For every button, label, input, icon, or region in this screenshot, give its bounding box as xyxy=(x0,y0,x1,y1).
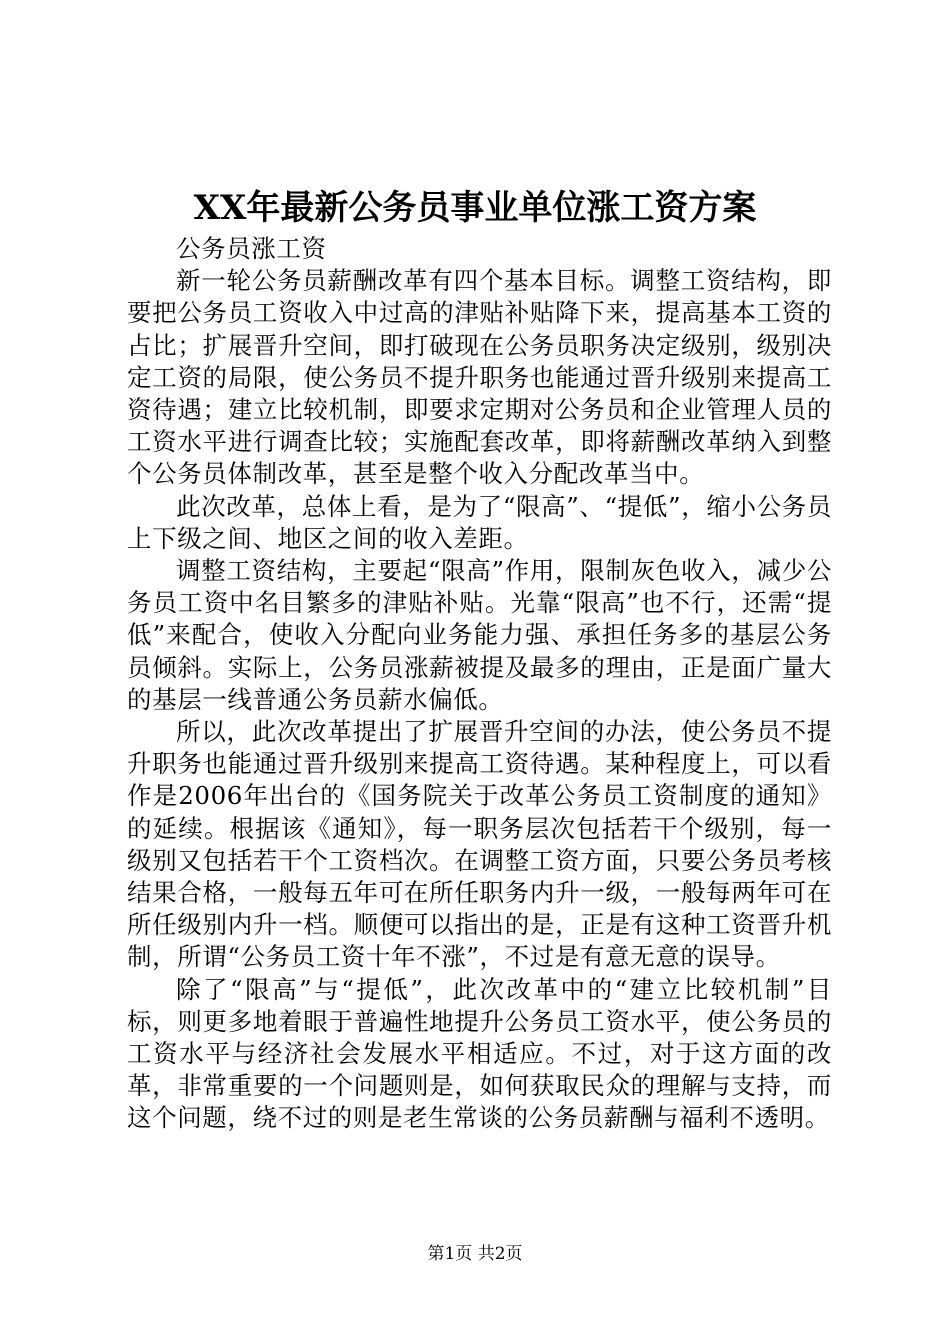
paragraph-5: 除了“限高”与“提低”，此次改革中的“建立比较机制”目标，则更多地着眼于普遍性地提升公务员工资水平，使公务员的工资水平与经济社会发展水平相适应。不过，对于这方面的改革，非常重要的一个问题则是，如何获取民众的理解与支持，而这个问题，绕不过的则是老生常谈的公务员薪酬与福利不透明。 xyxy=(127,974,832,1133)
document-body xyxy=(127,233,832,1135)
paragraph-4: 所以，此次改革提出了扩展晋升空间的办法，使公务员不提升职务也能通过晋升级别来提高工资待遇。某种程度上，可以看作是2006年出台的《国务院关于改革公务员工资制度的通知》的延续。根据该《通知》，每一职务层次包括若干个级别，每一级别又包括若干个工资档次。在调整工资方面，只要公务员考核结果合格，一般每五年可在所任职务内升一级，一般每两年可在所任级别内升一档。顺便可以指出的是，正是有这种工资晋升机制，所谓“公务员工资十年不涨”，不过是有意无意的误导。 xyxy=(127,717,832,972)
paragraph-2: 此次改革，总体上看，是为了“限高”、“提低”，缩小公务员上下级之间、地区之间的收入差距。 xyxy=(127,491,832,553)
paragraph-subheading: 公务员涨工资 xyxy=(176,234,327,263)
document-title: XX年最新公务员事业单位涨工资方案 xyxy=(193,188,757,228)
page-footer: 第1页 共2页 xyxy=(427,1244,523,1264)
paragraph-1: 新一轮公务员薪酬改革有四个基本目标。调整工资结构，即要把公务员工资收入中过高的津贴补贴降下来，提高基本工资的占比；扩展晋升空间，即打破现在公务员职务决定级别，级别决定工资的局限，使公务员不提升职务也能通过晋升级别来提高工资待遇；建立比较机制，即要求定期对公务员和企业管理人员的工资水平进行调查比较；实施配套改革，即将薪酬改革纳入到整个公务员体制改革，甚至是整个收入分配改革当中。 xyxy=(127,266,832,489)
paragraph-3: 调整工资结构，主要起“限高”作用，限制灰色收入，减少公务员工资中名目繁多的津贴补贴。光靠“限高”也不行，还需“提低”来配合，使收入分配向业务能力强、承担任务多的基层公务员倾斜。实际上，公务员涨薪被提及最多的理由，正是面广量大的基层一线普通公务员薪水偏低。 xyxy=(127,556,832,714)
